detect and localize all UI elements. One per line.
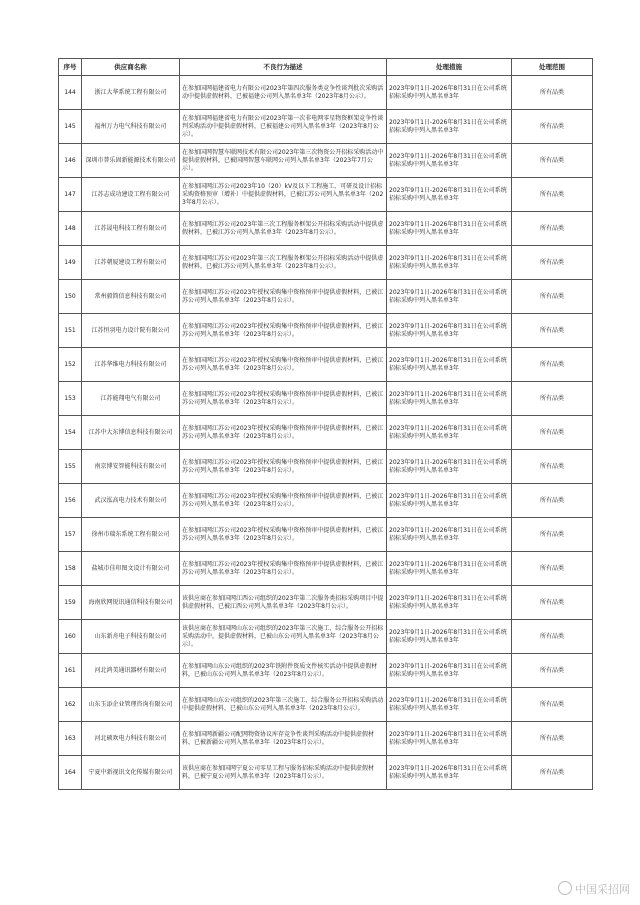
supplier-name-cell: 江苏朝厦建设工程有限公司	[82, 246, 180, 280]
header-misconduct-description: 不良行为描述	[180, 59, 387, 76]
supplier-name-cell: 江苏华维电力科技有限公司	[82, 348, 180, 382]
penalty-measure-cell: 2023年9月1日-2026年8月31日在公司系统招标采购中列入黑名单3年	[387, 416, 512, 450]
table-row	[59, 246, 593, 280]
misconduct-description-cell: 在参加国网江苏公司2023年授权采购集中资格预审中提供虚假材料，已被江苏公司列入黑名单3年（2023年8月公示）。	[180, 382, 387, 416]
serial-number-cell: 147	[59, 178, 82, 212]
serial-number-cell: 158	[59, 552, 82, 586]
penalty-measure-cell: 2023年9月1日-2026年8月31日在公司系统招标采购中列入黑名单3年	[387, 552, 512, 586]
table-row	[59, 654, 593, 688]
penalty-scope-cell: 所有品类	[512, 586, 593, 620]
table-row	[59, 416, 593, 450]
penalty-scope-cell: 所有品类	[512, 552, 593, 586]
supplier-name-cell: 武汉泓高电力技术有限公司	[82, 484, 180, 518]
penalty-scope-cell: 所有品类	[512, 518, 593, 552]
watermark	[558, 881, 630, 897]
watermark-logo-icon	[558, 881, 572, 895]
misconduct-description-cell: 该供应商在参加国网山东公司组织的2023年第三次施工、综合服务公开招标采购活动中，提供虚假材料，已被山东公司列入黑名单3年（2023年8月公示）。	[180, 620, 387, 654]
supplier-name-cell: 河北鸿美通讯器材有限公司	[82, 654, 180, 688]
table-body	[59, 76, 593, 790]
penalty-scope-cell: 所有品类	[512, 280, 593, 314]
table-row	[59, 722, 593, 756]
misconduct-description-cell: 在参加国网江苏公司2023年授权采购集中资格预审中提供虚假材料，已被江苏公司列入黑名单3年（2023年8月公示）。	[180, 348, 387, 382]
header-serial-number: 序号	[59, 59, 82, 76]
serial-number-cell: 148	[59, 212, 82, 246]
penalty-scope-cell: 所有品类	[512, 688, 593, 722]
supplier-name-cell: 常州毅简信息科技有限公司	[82, 280, 180, 314]
serial-number-cell: 159	[59, 586, 82, 620]
table-row	[59, 688, 593, 722]
supplier-name-cell: 江苏能翔电气有限公司	[82, 382, 180, 416]
serial-number-cell: 145	[59, 110, 82, 144]
table-row	[59, 110, 593, 144]
supplier-name-cell: 江苏志成功建设工程有限公司	[82, 178, 180, 212]
supplier-name-cell: 盐城市佳印图文设计有限公司	[82, 552, 180, 586]
penalty-measure-cell: 2023年9月1日-2026年8月31日在公司系统招标采购中列入黑名单3年	[387, 144, 512, 178]
serial-number-cell: 157	[59, 518, 82, 552]
misconduct-description-cell: 在参加国网江苏公司2023年授权采购集中资格预审中提供虚假材料，已被江苏公司列入黑名单3年（2023年8月公示）。	[180, 416, 387, 450]
serial-number-cell: 155	[59, 450, 82, 484]
penalty-measure-cell: 2023年9月1日-2026年8月31日在公司系统招标采购中列入黑名单3年	[387, 212, 512, 246]
penalty-measure-cell: 2023年9月1日-2026年8月31日在公司系统招标采购中列入黑名单3年	[387, 518, 512, 552]
blacklist-table-page	[58, 58, 592, 790]
table-row	[59, 144, 593, 178]
penalty-scope-cell: 所有品类	[512, 484, 593, 518]
penalty-measure-cell: 2023年9月1日-2026年8月31日在公司系统招标采购中列入黑名单3年	[387, 620, 512, 654]
penalty-measure-cell: 2023年9月1日-2026年8月31日在公司系统招标采购中列入黑名单3年	[387, 688, 512, 722]
misconduct-description-cell: 该供应商在参加国网江西公司组织的2023年第二次服务类招标采购项目中提供虚假材料，已被江西公司列入黑名单3年（2023年8月公示）。	[180, 586, 387, 620]
misconduct-description-cell: 在参加国网江苏公司2023年授权采购集中资格预审中提供虚假材料，已被江苏公司列入黑名单3年（2023年8月公示）。	[180, 552, 387, 586]
serial-number-cell: 144	[59, 76, 82, 110]
misconduct-description-cell: 在参加国网江苏公司2023年10（20）kV及以下工程施工、可研及设计招标采购资格预审（增补）中提供虚假材料，已被江苏公司列入黑名单3年（2023年8月公示）。	[180, 178, 387, 212]
supplier-name-cell: 山东新舟电子科技有限公司	[82, 620, 180, 654]
penalty-scope-cell: 所有品类	[512, 416, 593, 450]
table-row	[59, 620, 593, 654]
serial-number-cell: 146	[59, 144, 82, 178]
misconduct-description-cell: 在参加国网江苏公司2023年授权采购集中资格预审中提供虚假材料，已被江苏公司列入黑名单3年（2023年8月公示）。	[180, 314, 387, 348]
serial-number-cell: 151	[59, 314, 82, 348]
serial-number-cell: 162	[59, 688, 82, 722]
penalty-measure-cell: 2023年9月1日-2026年8月31日在公司系统招标采购中列入黑名单3年	[387, 280, 512, 314]
misconduct-description-cell: 在参加国网新疆公司配网物资协议库存竞争性谈判采购活动中提供虚假材料，已被新疆公司列入黑名单3年（2023年8月公示）。	[180, 722, 387, 756]
misconduct-description-cell: 在参加国网江苏公司2023年授权采购集中资格预审中提供虚假材料，已被江苏公司列入黑名单3年（2023年8月公示）。	[180, 280, 387, 314]
serial-number-cell: 149	[59, 246, 82, 280]
misconduct-description-cell: 在参加国网江苏公司2023年授权采购集中资格预审中提供虚假材料，已被江苏公司列入黑名单3年（2023年8月公示）。	[180, 450, 387, 484]
penalty-measure-cell: 2023年9月1日-2026年8月31日在公司系统招标采购中列入黑名单3年	[387, 450, 512, 484]
serial-number-cell: 152	[59, 348, 82, 382]
supplier-blacklist-table	[58, 58, 593, 790]
misconduct-description-cell: 在参加国网江苏公司2023年第三次工程服务框架公开招标采购活动中提供虚假材料，已被江苏公司列入黑名单3年（2023年8月公示）。	[180, 212, 387, 246]
penalty-scope-cell: 所有品类	[512, 314, 593, 348]
serial-number-cell: 160	[59, 620, 82, 654]
table-row	[59, 552, 593, 586]
supplier-name-cell: 深圳市普乐固新能源技术有限公司	[82, 144, 180, 178]
penalty-measure-cell: 2023年9月1日-2026年8月31日在公司系统招标采购中列入黑名单3年	[387, 246, 512, 280]
penalty-scope-cell: 所有品类	[512, 144, 593, 178]
penalty-measure-cell: 2023年9月1日-2026年8月31日在公司系统招标采购中列入黑名单3年	[387, 110, 512, 144]
penalty-scope-cell: 所有品类	[512, 756, 593, 790]
misconduct-description-cell: 在参加国网江苏公司2023年第三次工程服务框架公开招标采购活动中提供虚假材料，已被江苏公司列入黑名单3年（2023年8月公示）。	[180, 246, 387, 280]
penalty-scope-cell: 所有品类	[512, 450, 593, 484]
table-row	[59, 518, 593, 552]
table-row	[59, 280, 593, 314]
table-row	[59, 348, 593, 382]
penalty-scope-cell: 所有品类	[512, 654, 593, 688]
supplier-name-cell: 江苏中大东博信息科技有限公司	[82, 416, 180, 450]
table-row	[59, 484, 593, 518]
header-penalty-measure: 处理措施	[387, 59, 512, 76]
serial-number-cell: 153	[59, 382, 82, 416]
penalty-measure-cell: 2023年9月1日-2026年8月31日在公司系统招标采购中列入黑名单3年	[387, 382, 512, 416]
supplier-name-cell: 江苏恒羽电力设计院有限公司	[82, 314, 180, 348]
supplier-name-cell: 徐州市瑞东系统工程有限公司	[82, 518, 180, 552]
supplier-name-cell: 山东玉添企业管理咨询有限公司	[82, 688, 180, 722]
penalty-scope-cell: 所有品类	[512, 348, 593, 382]
table-row	[59, 756, 593, 790]
serial-number-cell: 161	[59, 654, 82, 688]
penalty-measure-cell: 2023年9月1日-2026年8月31日在公司系统招标采购中列入黑名单3年	[387, 586, 512, 620]
supplier-name-cell: 宁夏中新视讯文化传媒有限公司	[82, 756, 180, 790]
serial-number-cell: 150	[59, 280, 82, 314]
serial-number-cell: 163	[59, 722, 82, 756]
supplier-name-cell: 浙江大华系统工程有限公司	[82, 76, 180, 110]
misconduct-description-cell: 在参加国网江苏公司2023年授权采购集中资格预审中提供虚假材料，已被江苏公司列入黑名单3年（2023年8月公示）。	[180, 518, 387, 552]
supplier-name-cell: 南京博安智能科技有限公司	[82, 450, 180, 484]
penalty-scope-cell: 所有品类	[512, 76, 593, 110]
misconduct-description-cell: 在参加国网山东公司组织的2023年第三次施工、综合服务公开招标采购活动中提供虚假材料，已被山东公司列入黑名单3年（2023年8月公示）。	[180, 688, 387, 722]
serial-number-cell: 164	[59, 756, 82, 790]
table-row	[59, 314, 593, 348]
penalty-measure-cell: 2023年9月1日-2026年8月31日在公司系统招标采购中列入黑名单3年	[387, 654, 512, 688]
table-row	[59, 382, 593, 416]
penalty-scope-cell: 所有品类	[512, 246, 593, 280]
penalty-measure-cell: 2023年9月1日-2026年8月31日在公司系统招标采购中列入黑名单3年	[387, 348, 512, 382]
penalty-scope-cell: 所有品类	[512, 620, 593, 654]
watermark-text: 中国采招网	[575, 883, 630, 896]
penalty-measure-cell: 2023年9月1日-2026年8月31日在公司系统招标采购中列入黑名单3年	[387, 178, 512, 212]
penalty-scope-cell: 所有品类	[512, 178, 593, 212]
penalty-scope-cell: 所有品类	[512, 722, 593, 756]
penalty-scope-cell: 所有品类	[512, 110, 593, 144]
table-row	[59, 76, 593, 110]
supplier-name-cell: 河北硕欢电力科技有限公司	[82, 722, 180, 756]
supplier-name-cell: 江苏晟电科技工程有限公司	[82, 212, 180, 246]
penalty-measure-cell: 2023年9月1日-2026年8月31日在公司系统招标采购中列入黑名单3年	[387, 76, 512, 110]
misconduct-description-cell: 在参加国网福建省电力有限公司2023年第一次非电网零星物资框架竞争性谈判采购活动中提供虚假材料，已被福建公司列入黑名单3年（2023年8月公示）。	[180, 110, 387, 144]
header-penalty-scope: 处理范围	[512, 59, 593, 76]
table-row	[59, 450, 593, 484]
header-supplier-name: 供应商名称	[82, 59, 180, 76]
penalty-measure-cell: 2023年9月1日-2026年8月31日在公司系统招标采购中列入黑名单3年	[387, 484, 512, 518]
misconduct-description-cell: 在参加国网智慧车联网技术有限公司2023年第三次物资公开招标采购活动中提供虚假材料，已被国网智慧车联网公司列入黑名单3年（2023年7月公示）。	[180, 144, 387, 178]
penalty-measure-cell: 2023年9月1日-2026年8月31日在公司系统招标采购中列入黑名单3年	[387, 314, 512, 348]
supplier-name-cell: 海南欣网锐讯通信科技有限公司	[82, 586, 180, 620]
table-header-row	[59, 59, 593, 76]
table-row	[59, 212, 593, 246]
misconduct-description-cell: 在参加国网山东公司组织的2023年铁附件资质文件核实活动中提供虚假材料，已被山东公司列入黑名单3年（2023年8月公示）。	[180, 654, 387, 688]
penalty-measure-cell: 2023年9月1日-2026年8月31日在公司系统招标采购中列入黑名单3年	[387, 756, 512, 790]
misconduct-description-cell: 该供应商在参加国网宁夏公司零星工程与服务招标采购活动中提供虚假材料，已被宁夏公司列入黑名单3年（2023年8月公示）。	[180, 756, 387, 790]
serial-number-cell: 156	[59, 484, 82, 518]
table-row	[59, 586, 593, 620]
serial-number-cell: 154	[59, 416, 82, 450]
misconduct-description-cell: 在参加国网福建省电力有限公司2023年第四次服务类竞争性谈判批次采购活动中提供虚假材料，已被福建公司列入黑名单3年（2023年8月公示）。	[180, 76, 387, 110]
penalty-scope-cell: 所有品类	[512, 212, 593, 246]
misconduct-description-cell: 在参加国网江苏公司2023年授权采购集中资格预审中提供虚假材料，已被江苏公司列入黑名单3年（2023年8月公示）。	[180, 484, 387, 518]
supplier-name-cell: 福州万力电气科技有限公司	[82, 110, 180, 144]
penalty-measure-cell: 2023年9月1日-2026年8月31日在公司系统招标采购中列入黑名单3年	[387, 722, 512, 756]
table-row	[59, 178, 593, 212]
penalty-scope-cell: 所有品类	[512, 382, 593, 416]
